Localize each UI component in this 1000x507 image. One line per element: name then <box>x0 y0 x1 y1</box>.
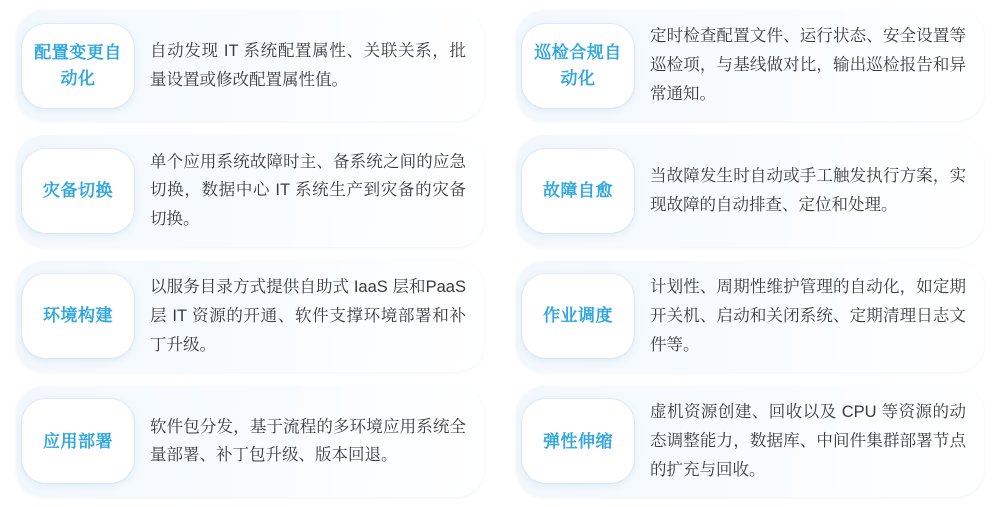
capability-title: 弹性伸缩 <box>543 431 613 451</box>
capability-grid <box>16 10 984 497</box>
capability-card[interactable] <box>516 135 984 246</box>
capability-card[interactable] <box>516 10 984 121</box>
capability-badge <box>22 24 134 108</box>
capability-title: 故障自愈 <box>543 181 613 201</box>
capability-description: 软件包分发，基于流程的多环境应用系统全量部署、补丁包升级、版本回退。 <box>150 417 466 465</box>
capability-description: 自动发现 IT 系统配置属性、关联关系，批量设置或修改配置属性值。 <box>150 41 466 89</box>
capability-card[interactable] <box>16 261 484 372</box>
capability-badge <box>22 274 134 358</box>
capability-badge <box>522 24 634 108</box>
capability-card[interactable] <box>516 261 984 372</box>
capability-card[interactable] <box>16 135 484 246</box>
capability-title: 配置变更自动化 <box>34 43 122 88</box>
capability-description: 计划性、周期性维护管理的自动化，如定期开关机、启动和关闭系统、定期清理日志文件等。 <box>650 277 966 354</box>
capability-title: 巡检合规自动化 <box>534 43 622 88</box>
capability-title: 应用部署 <box>43 431 113 451</box>
capability-description: 以服务目录方式提供自助式 IaaS 层和PaaS 层 IT 资源的开通、软件支撑环境部署和补丁升级。 <box>150 277 466 354</box>
capability-title: 环境构建 <box>43 306 113 326</box>
capability-badge <box>522 274 634 358</box>
capability-badge <box>522 399 634 483</box>
capability-title: 灾备切换 <box>43 181 113 201</box>
capability-badge <box>22 149 134 233</box>
capability-description: 当故障发生时自动或手工触发执行方案，实现故障的自动排查、定位和处理。 <box>650 167 966 214</box>
capability-badge <box>22 399 134 483</box>
capability-description: 虚机资源创建、回收以及 CPU 等资源的动态调整能力，数据库、中间件集群部署节点的扩充与回收。 <box>650 403 966 479</box>
capability-description: 定时检查配置文件、运行状态、安全设置等巡检项，与基线做对比，输出巡检报告和异常通知。 <box>650 27 966 104</box>
capability-badge <box>522 149 634 233</box>
capability-description: 单个应用系统故障时主、备系统之间的应急切换，数据中心 IT 系统生产到灾备的灾备切换。 <box>150 152 466 229</box>
capability-card[interactable] <box>516 386 984 497</box>
capability-card[interactable] <box>16 386 484 497</box>
capability-card[interactable] <box>16 10 484 121</box>
capability-title: 作业调度 <box>543 306 613 326</box>
